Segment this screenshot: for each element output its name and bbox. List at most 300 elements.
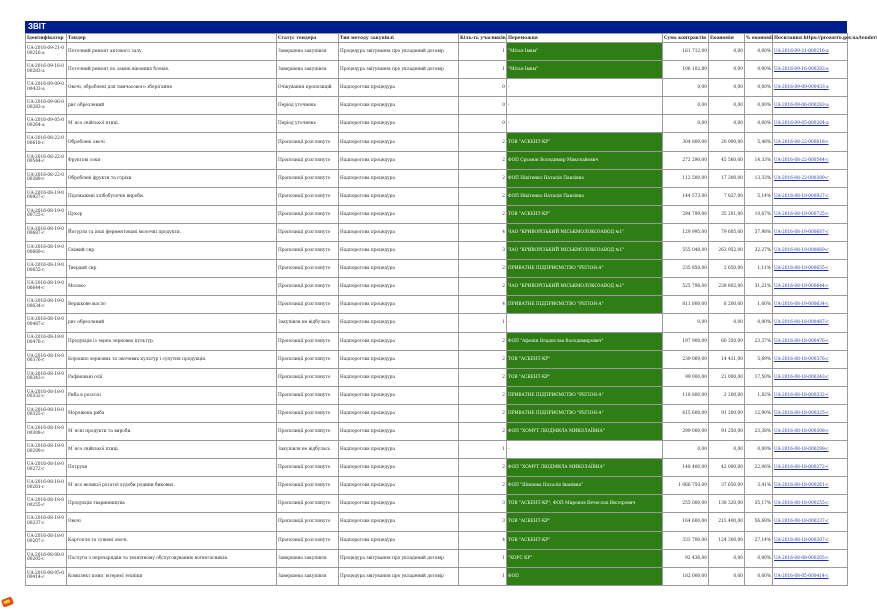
savings-cell: 0,00 (709, 61, 745, 79)
tender-link[interactable]: UA-2016-08-18-000261-c (773, 477, 848, 495)
status-cell: Пропозиції розглянуто (277, 368, 339, 386)
winner-cell: ФОП (507, 567, 663, 585)
tender-link[interactable]: UA-2016-09-09-000433-a (773, 79, 848, 97)
winner-cell: ПРИВАТНЕ ПІДПРИЄМСТВО "РЕГІОН-А" (507, 404, 663, 422)
savings-cell: 0,00 (709, 79, 745, 97)
contract-sum-cell: 0,00 (663, 115, 709, 133)
participants-cell: 2 (459, 205, 507, 223)
contract-sum-cell: 0,00 (663, 441, 709, 459)
winner-cell: ФОП "Шишова Наталія Іванівна" (507, 477, 663, 495)
status-cell: Період уточнень (277, 97, 339, 115)
participants-cell: 2 (459, 187, 507, 205)
method-cell: Надпорогова процедура (339, 350, 459, 368)
contract-sum-cell: 182 000,00 (663, 567, 709, 585)
method-cell: Надпорогова процедура (339, 477, 459, 495)
tender-link[interactable]: UA-2016-08-18-000255-c (773, 495, 848, 513)
participants-cell: 2 (459, 278, 507, 296)
id-cell: UA-2016-08-19-000669-c (26, 242, 67, 260)
tender-cell: Поточний ремонт по заміні віконних блоків. (67, 61, 277, 79)
winner-cell: ЧАО "КРИВОРІЗЬКИЙ МІСЬКМОЛОКОЗАВОД №1" (507, 242, 663, 260)
status-cell: Пропозиції розглянуто (277, 350, 339, 368)
contract-sum-cell: 811 800,00 (663, 296, 709, 314)
participants-cell: 2 (459, 459, 507, 477)
participants-cell: 1 (459, 567, 507, 585)
tender-cell: Риба в розсолі (67, 386, 277, 404)
table-row (26, 549, 848, 567)
method-cell: Надпорогова процедура (339, 115, 459, 133)
id-cell: UA-2016-08-19-000927-c (26, 187, 67, 205)
contract-sum-cell: 1 066 750,00 (663, 477, 709, 495)
method-cell: Надпорогова процедура (339, 187, 459, 205)
status-cell: Пропозиції розглянуто (277, 296, 339, 314)
id-cell: UA-2016-08-19-000655-c (26, 260, 67, 278)
column-header: % економії (746, 35, 774, 41)
savings-percent-cell: 1,82% (745, 386, 773, 404)
status-cell: Пропозиції розглянуто (277, 495, 339, 513)
method-cell: Надпорогова процедура (339, 97, 459, 115)
table-row (26, 169, 848, 187)
status-cell: Пропозиції розглянуто (277, 205, 339, 223)
table-row (26, 205, 848, 223)
id-cell: UA-2016-08-19-000725-c (26, 205, 67, 223)
participants-cell: 3 (459, 513, 507, 531)
status-cell: Пропозиції розглянуто (277, 477, 339, 495)
method-cell: Надпорогова процедура (339, 332, 459, 350)
method-cell: Надпорогова процедура (339, 459, 459, 477)
tender-cell: Продукція тваринництва (67, 495, 277, 513)
id-cell: UA-2016-08-18-000487-c (26, 314, 67, 332)
savings-cell: 0,00 (709, 549, 745, 567)
participants-cell: 2 (459, 386, 507, 404)
savings-percent-cell: 0,00% (745, 79, 773, 97)
winner-cell: ФОП "ХОМУТ ЛЮДМИЛА МИКОЛАЇВНА" (507, 459, 663, 477)
tender-link[interactable]: UA-2016-08-18-000299-c (773, 441, 848, 459)
tender-cell: Поточний ремонт актового залу. (67, 43, 277, 61)
table-row (26, 61, 848, 79)
column-header: Тип методу закупівлі (339, 34, 459, 43)
id-cell: UA-2016-08-18-000272-c (26, 459, 67, 477)
status-cell: Пропозиції розглянуто (277, 332, 339, 350)
savings-cell: 91 250,00 (709, 422, 745, 440)
winner-cell: - (507, 79, 663, 97)
table-header-row (26, 34, 848, 43)
method-cell: Надпорогова процедура (339, 314, 459, 332)
tender-link[interactable]: UA-2016-08-19-000687-c (773, 223, 848, 241)
contract-sum-cell: 0,00 (663, 97, 709, 115)
contract-sum-cell: 148 400,00 (663, 459, 709, 477)
status-cell: Пропозиції розглянуто (277, 386, 339, 404)
status-cell: Завершена закупівля (277, 567, 339, 585)
participants-cell: 2 (459, 368, 507, 386)
savings-percent-cell: 14,33% (745, 151, 773, 169)
method-cell: Надпорогова процедура (339, 169, 459, 187)
savings-cell: 0,00 (709, 441, 745, 459)
participants-cell: 0 (459, 115, 507, 133)
winner-cell: - (507, 115, 663, 133)
method-cell: Надпорогова процедура (339, 368, 459, 386)
status-cell: Пропозиції розглянуто (277, 422, 339, 440)
contract-sum-cell: 161 712,00 (663, 43, 709, 61)
winner-cell: "ХОРС КР" (507, 549, 663, 567)
status-cell: Пропозиції розглянуто (277, 513, 339, 531)
savings-cell: 37 650,00 (709, 477, 745, 495)
savings-percent-cell: 56,68% (745, 513, 773, 531)
winner-cell: "Мітал-Імкм" (507, 61, 663, 79)
method-cell: Надпорогова процедура (339, 278, 459, 296)
status-cell: Пропозиції розглянуто (277, 223, 339, 241)
table-row (26, 459, 848, 477)
contract-sum-cell: 0,00 (663, 314, 709, 332)
tender-link[interactable]: UA-2016-08-18-000272-c (773, 459, 848, 477)
savings-cell: 45 560,00 (709, 151, 745, 169)
participants-cell: 0 (459, 97, 507, 115)
savings-percent-cell: 27,14% (745, 531, 773, 549)
savings-cell: 0,00 (709, 567, 745, 585)
participants-cell: 0 (459, 79, 507, 97)
participants-cell: 2 (459, 260, 507, 278)
contract-sum-cell: 106 102,80 (663, 61, 709, 79)
tender-cell: Борошно зернових та овочевих культур і супутня продукція. (67, 350, 277, 368)
column-header: Посилання https://prozorro.gov.ua/tender/ (774, 35, 877, 41)
tender-link[interactable]: UA-2016-08-05-000414-c (773, 567, 848, 585)
tender-link[interactable]: UA-2016-08-18-000476-c (773, 332, 848, 350)
savings-cell: 138 320,00 (709, 495, 745, 513)
participants-cell: 2 (459, 404, 507, 422)
id-cell: UA-2016-09-16-000283-a (26, 61, 67, 79)
id-cell: UA-2016-08-19-000634-c (26, 296, 67, 314)
table-row (26, 404, 848, 422)
savings-cell: 14 431,00 (709, 350, 745, 368)
tender-link[interactable]: UA-2016-08-19-000644-c (773, 278, 848, 296)
method-cell: Процедура звітування про укладений договір (339, 43, 459, 61)
contract-sum-cell: 304 800,00 (663, 133, 709, 151)
savings-percent-cell: 5,69% (745, 350, 773, 368)
table-row (26, 477, 848, 495)
method-cell: Процедура звітування про укладений договір (339, 61, 459, 79)
savings-percent-cell: 13,33% (745, 169, 773, 187)
table-row (26, 314, 848, 332)
tender-link[interactable]: UA-2016-08-18-000325-c (773, 404, 848, 422)
tender-link[interactable]: UA-2016-08-18-000237-c (773, 513, 848, 531)
savings-percent-cell: 10,67% (745, 205, 773, 223)
winner-cell: ФОП Нікітенко Наталія Павлівна (507, 169, 663, 187)
tender-cell: М`ясо свійської птиці. (67, 441, 277, 459)
table-row (26, 223, 848, 241)
method-cell: Надпорогова процедура (339, 296, 459, 314)
winner-cell: ТОВ "АСКЕНТ-КР" (507, 531, 663, 549)
savings-cell: 20 900,00 (709, 133, 745, 151)
tender-link[interactable]: UA-2016-08-19-000725-c (773, 205, 848, 223)
participants-cell: 2 (459, 169, 507, 187)
tender-link[interactable]: UA-2016-08-08-000205-c (773, 549, 848, 567)
report (25, 21, 877, 586)
table-row (26, 531, 848, 549)
status-cell: Закупівля не відбулась (277, 441, 339, 459)
savings-cell: 60 350,00 (709, 332, 745, 350)
contract-sum-cell: 333 700,00 (663, 531, 709, 549)
winner-cell: "Мітал-Імкм" (507, 43, 663, 61)
method-cell: Надпорогова процедура (339, 260, 459, 278)
table-body (26, 43, 848, 586)
savings-cell: 263 952,00 (709, 242, 745, 260)
tender-cell: рис обрезлений (67, 314, 277, 332)
table-row (26, 368, 848, 386)
contract-sum-cell: 294 799,00 (663, 205, 709, 223)
id-cell: UA-2016-08-18-000237-c (26, 513, 67, 531)
tender-cell: Потрухи (67, 459, 277, 477)
contract-sum-cell: 99 000,00 (663, 368, 709, 386)
winner-cell: - (507, 314, 663, 332)
participants-cell: 2 (459, 133, 507, 151)
winner-cell: ТОВ "АСКЕНТ-КР" (507, 513, 663, 531)
savings-percent-cell: 37,98% (745, 223, 773, 241)
tender-link[interactable]: UA-2016-08-18-000207-c (773, 531, 848, 549)
table-row (26, 133, 848, 151)
tender-cell: Оброблені фрукти та горіхи (67, 169, 277, 187)
tender-cell: Йогурти та інші ферментовані молочні продукти. (67, 223, 277, 241)
id-cell: UA-2016-08-18-000308-c (26, 422, 67, 440)
contract-sum-cell: 129 995,00 (663, 223, 709, 241)
id-cell: UA-2016-08-18-000255-c (26, 495, 67, 513)
table-row (26, 441, 848, 459)
savings-cell: 91 200,00 (709, 404, 745, 422)
method-cell: Надпорогова процедура (339, 404, 459, 422)
tender-cell: рис обрезлений (67, 97, 277, 115)
winner-cell: ЧАО "КРИВОРІЗЬКИЙ МІСЬКМОЛОКОЗАВОД №1" (507, 223, 663, 241)
contract-sum-cell: 112 500,00 (663, 169, 709, 187)
tender-link[interactable]: UA-2016-08-18-000332-c (773, 386, 848, 404)
contract-sum-cell: 555 048,00 (663, 242, 709, 260)
participants-cell: 1 (459, 61, 507, 79)
tender-cell: Продукція із зерна зернових культур. (67, 332, 277, 350)
table-row (26, 187, 848, 205)
method-cell: Надпорогова процедура (339, 151, 459, 169)
winner-cell: ПРИВАТНЕ ПІДПРИЄМСТВО "РЕГІОН-А" (507, 296, 663, 314)
contract-sum-cell: 239 069,00 (663, 350, 709, 368)
savings-percent-cell: 1,00% (745, 296, 773, 314)
column-header: Кіль-ть учасників (460, 35, 506, 41)
contract-sum-cell: 615 600,00 (663, 404, 709, 422)
savings-percent-cell: 0,00% (745, 567, 773, 585)
savings-cell: 7 827,00 (709, 187, 745, 205)
winner-cell: - (507, 441, 663, 459)
tender-link[interactable]: UA-2016-08-18-000308-c (773, 422, 848, 440)
tender-link[interactable]: UA-2016-08-22-000544-c (773, 151, 848, 169)
savings-percent-cell: 12,90% (745, 404, 773, 422)
savings-cell: 42 000,00 (709, 459, 745, 477)
id-cell: UA-2016-09-09-000433-a (26, 79, 67, 97)
contract-sum-cell: 92 436,00 (663, 549, 709, 567)
method-cell: Надпорогова процедура (339, 79, 459, 97)
participants-cell: 3 (459, 242, 507, 260)
savings-percent-cell: 23,37% (745, 332, 773, 350)
tenders-table (25, 33, 877, 586)
tender-link[interactable]: UA-2016-08-18-000343-c (773, 368, 848, 386)
contract-sum-cell: 299 000,00 (663, 422, 709, 440)
table-row (26, 567, 848, 585)
status-cell: Пропозиції розглянуто (277, 187, 339, 205)
column-header: Економія (709, 34, 745, 43)
savings-percent-cell: 31,21% (745, 278, 773, 296)
method-cell: Надпорогова процедура (339, 205, 459, 223)
table-row (26, 278, 848, 296)
id-cell: UA-2016-08-19-000687-c (26, 223, 67, 241)
tender-cell: Твердий сир (67, 260, 277, 278)
method-cell: Процедура звітування про укладений договір (339, 549, 459, 567)
status-cell: Пропозиції розглянуто (277, 404, 339, 422)
table-row (26, 97, 848, 115)
tender-cell: М`ясні продукти та вироби. (67, 422, 277, 440)
table-row (26, 43, 848, 61)
method-cell: Надпорогова процедура (339, 422, 459, 440)
tender-cell: Рафіновані олії (67, 368, 277, 386)
savings-percent-cell: 32,27% (745, 242, 773, 260)
id-cell: UA-2016-08-18-000332-c (26, 386, 67, 404)
participants-cell: 4 (459, 296, 507, 314)
participants-cell: 1 (459, 314, 507, 332)
participants-cell: 3 (459, 495, 507, 513)
id-cell: UA-2016-08-18-000376-c (26, 350, 67, 368)
id-cell: UA-2016-08-22-000544-c (26, 151, 67, 169)
tender-cell: Комплект комп`ютерної техніки (67, 567, 277, 585)
id-cell: UA-2016-08-08-000205-c (26, 549, 67, 567)
savings-percent-cell: 0,00% (745, 61, 773, 79)
id-cell: UA-2016-08-18-000207-c (26, 531, 67, 549)
method-cell: Надпорогова процедура (339, 513, 459, 531)
tender-link[interactable]: UA-2016-09-05-000264-a (773, 115, 848, 133)
table-row (26, 422, 848, 440)
method-cell: Надпорогова процедура (339, 531, 459, 549)
tender-cell: Цукор (67, 205, 277, 223)
status-cell: Пропозиції розглянуто (277, 278, 339, 296)
tender-link[interactable]: UA-2016-08-18-000376-c (773, 350, 848, 368)
savings-percent-cell: 0,00% (745, 549, 773, 567)
savings-cell: 2 200,00 (709, 386, 745, 404)
winner-cell: ЧАО "КРИВОРІЗЬКИЙ МІСЬКМОЛОКОЗАВОД №1" (507, 278, 663, 296)
id-cell: UA-2016-08-18-000325-c (26, 404, 67, 422)
app-corner-icon[interactable] (1, 596, 14, 607)
report-title: ЗВІТ (25, 21, 847, 33)
method-cell: Надпорогова процедура (339, 495, 459, 513)
column-header: Переможця (507, 34, 663, 43)
tender-cell: Овочі (67, 513, 277, 531)
winner-cell: ТОВ "АСКЕНТ-КР" (507, 368, 663, 386)
tender-link[interactable]: UA-2016-08-18-000487-c (773, 314, 848, 332)
tender-cell: М`ясо свійської птиці. (67, 115, 277, 133)
savings-cell: 21 000,00 (709, 368, 745, 386)
winner-cell: ТОВ "АСКЕНТ-КР"; ФОП Миронов Вячеслав Вікторович (507, 495, 663, 513)
savings-cell: 0,00 (709, 115, 745, 133)
column-header: Тендер (67, 34, 277, 43)
tender-link[interactable]: UA-2016-08-22-000389-c (773, 169, 848, 187)
id-cell: UA-2016-09-06-000283-a (26, 97, 67, 115)
tender-cell: Послуги з перезарядки та технічному обслуговуванню вогнегасників. (67, 549, 277, 567)
winner-cell: ПРИВАТНЕ ПІДПРИЄМСТВО "РЕГІОН-А" (507, 260, 663, 278)
table-row (26, 386, 848, 404)
contract-sum-cell: 235 850,00 (663, 260, 709, 278)
savings-cell: 0,00 (709, 43, 745, 61)
method-cell: Надпорогова процедура (339, 242, 459, 260)
savings-percent-cell: 0,00% (745, 43, 773, 61)
table-row (26, 332, 848, 350)
tender-cell: Підсмажені хлібобулочні вироби. (67, 187, 277, 205)
savings-cell: 8 200,00 (709, 296, 745, 314)
tender-link[interactable]: UA-2016-08-19-000927-c (773, 187, 848, 205)
method-cell: Надпорогова процедура (339, 223, 459, 241)
participants-cell: 1 (459, 43, 507, 61)
winner-cell: ФОП "ХОМУТ ЛЮДМИЛА МИКОЛАЇВНА" (507, 422, 663, 440)
tender-cell: М`ясо великої рогатої худоби родини бикових. (67, 477, 277, 495)
id-cell: UA-2016-08-22-000389-c (26, 169, 67, 187)
participants-cell: 2 (459, 477, 507, 495)
status-cell: Завершена закупівля (277, 61, 339, 79)
contract-sum-cell: 118 800,00 (663, 386, 709, 404)
status-cell: Пропозиції розглянуто (277, 242, 339, 260)
column-header: Сума контрактів (663, 34, 709, 43)
contract-sum-cell: 197 900,00 (663, 332, 709, 350)
savings-cell: 79 605,00 (709, 223, 745, 241)
winner-cell: ФОП Срьомін Володимир Миколайович (507, 151, 663, 169)
savings-cell: 17 300,00 (709, 169, 745, 187)
method-cell: Процедура звітування про укладений договір (339, 567, 459, 585)
savings-percent-cell: 23,38% (745, 422, 773, 440)
tender-cell: Фруктові соки (67, 151, 277, 169)
savings-percent-cell: 17,50% (745, 368, 773, 386)
status-cell: Пропозиції розглянуто (277, 459, 339, 477)
tender-link[interactable]: UA-2016-08-22-000618-c (773, 133, 848, 151)
participants-cell: 2 (459, 332, 507, 350)
savings-cell: 2 650,00 (709, 260, 745, 278)
contract-sum-cell: 0,00 (663, 79, 709, 97)
tender-link[interactable]: UA-2016-08-19-000634-c (773, 296, 848, 314)
tender-link[interactable]: UA-2016-09-21-000216-a (773, 43, 848, 61)
participants-cell: 4 (459, 223, 507, 241)
status-cell: Пропозиції розглянуто (277, 133, 339, 151)
status-cell: Пропозиції розглянуто (277, 169, 339, 187)
status-cell: Завершена закупівля (277, 549, 339, 567)
id-cell: UA-2016-08-18-000343-c (26, 368, 67, 386)
tender-cell: Овочі, оброблені для тимчасового зберігання (67, 79, 277, 97)
tender-link[interactable]: UA-2016-09-06-000283-a (773, 97, 848, 115)
tender-cell: Морожена риба (67, 404, 277, 422)
participants-cell: 1 (459, 441, 507, 459)
status-cell: Завершена закупівля (277, 43, 339, 61)
savings-percent-cell: 0,00% (745, 97, 773, 115)
tender-link[interactable]: UA-2016-09-16-000283-a (773, 61, 848, 79)
id-cell: UA-2016-08-18-000261-c (26, 477, 67, 495)
id-cell: UA-2016-08-19-000644-c (26, 278, 67, 296)
contract-sum-cell: 272 290,00 (663, 151, 709, 169)
tender-cell: Вершкове масло (67, 296, 277, 314)
winner-cell: ФОП "Афонін Владислав Володимирович" (507, 332, 663, 350)
tender-link[interactable]: UA-2016-08-19-000669-c (773, 242, 848, 260)
method-cell: Надпорогова процедура (339, 441, 459, 459)
contract-sum-cell: 255 000,00 (663, 495, 709, 513)
table-row (26, 242, 848, 260)
tender-cell: Свіжий сир (67, 242, 277, 260)
status-cell: Період уточнень (277, 115, 339, 133)
status-cell: Пропозиції розглянуто (277, 531, 339, 549)
participants-cell: 2 (459, 350, 507, 368)
savings-cell: 0,00 (709, 97, 745, 115)
winner-cell: ФОП Нікітенко Наталія Павлівна (507, 187, 663, 205)
id-cell: UA-2016-08-22-000618-c (26, 133, 67, 151)
id-cell: UA-2016-09-05-000264-a (26, 115, 67, 133)
id-cell: UA-2016-08-05-000414-c (26, 567, 67, 585)
status-cell: Очікування пропозицій (277, 79, 339, 97)
savings-percent-cell: 1,11% (745, 260, 773, 278)
tender-link[interactable]: UA-2016-08-19-000655-c (773, 260, 848, 278)
